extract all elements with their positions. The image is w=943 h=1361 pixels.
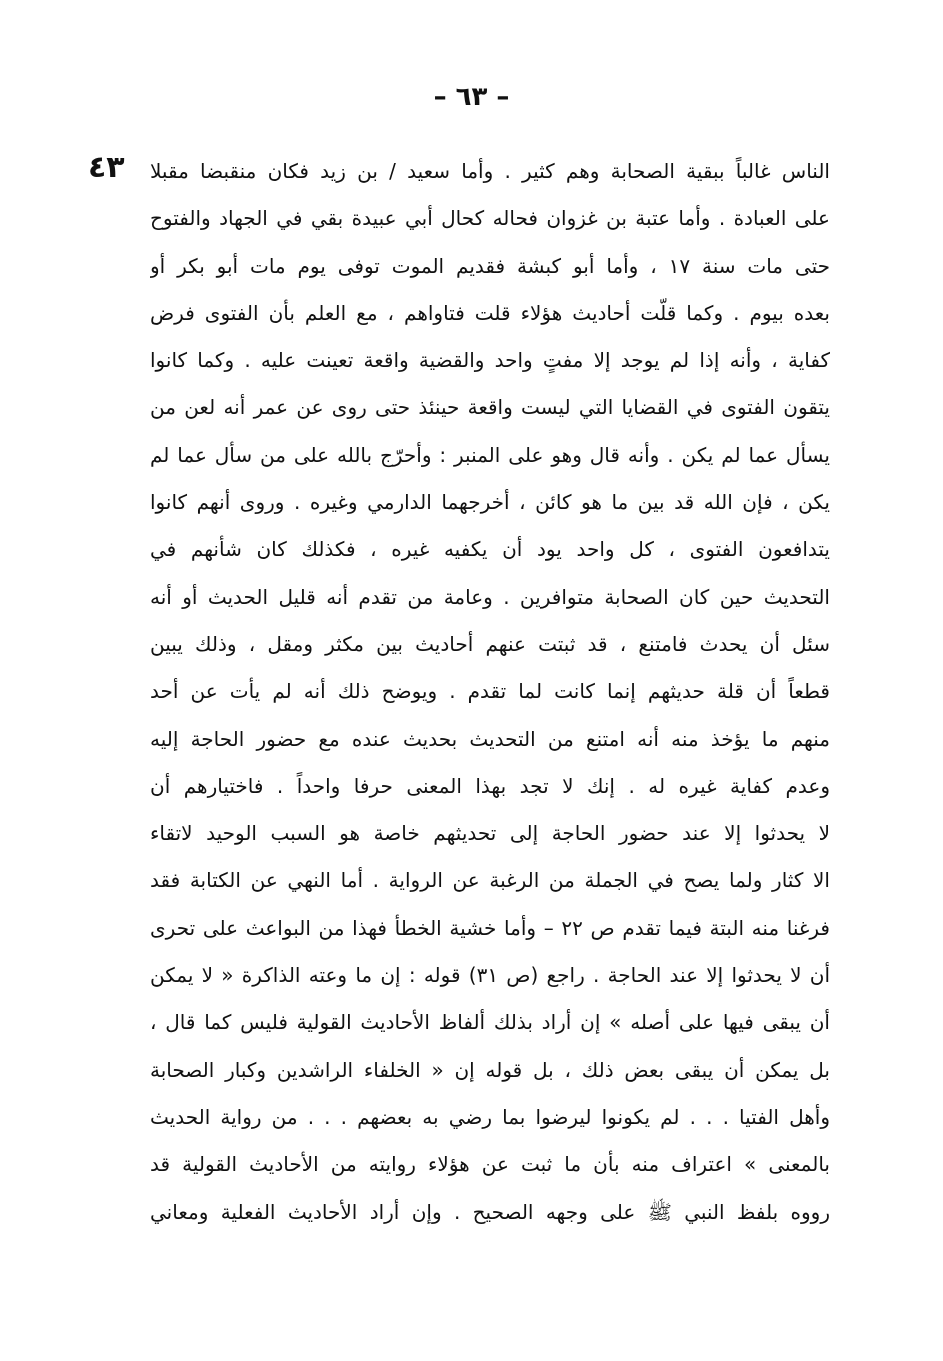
text-line: الا كثار ولما يصح في الجملة من الرغبة عن الرواية . أما النهي عن الكتابة فقد	[150, 868, 830, 893]
text-line: أن يبقى فيها على أصله » إن أراد بذلك ألفاظ الأحاديث القولية فليس كما قال ،	[150, 1010, 830, 1035]
text-line: الناس غالباً ببقية الصحابة وهم كثير . وأما سعيد / بن زيد فكان منقبضا مقبلا	[150, 159, 830, 183]
body-text	[150, 148, 830, 1236]
text-line: رووه بلفظ النبي ﷺ على وجهه الصحيح . وإن أراد الأحاديث الفعلية ومعاني	[150, 1199, 830, 1224]
text-line: يتقون الفتوى في القضايا التي ليست واقعة حينئذ حتى روى عن عمر أنه لعن من	[150, 395, 830, 420]
text-line: يتدافعون الفتوى ، كل واحد يود أن يكفيه غيره ، فكذلك كان شأنهم في	[150, 537, 830, 562]
page-number: – ٦٣ –	[433, 82, 510, 112]
text-line: كفاية ، وأنه إذا لم يوجد إلا مفتٍ واحد والقضية واقعة تعينت عليه . وكما كانوا	[150, 348, 830, 373]
text-line: قطعاً أن قلة حديثهم إنما كانت لما تقدم . ويوضح ذلك أنه لم يأت عن أحد	[150, 679, 830, 704]
text-line: فرغنا منه البتة فيما تقدم ص ٢٢ – وأما خشية الخطأ فهذا من البواعث على تحرى	[150, 915, 830, 940]
text-line: منهم ما يؤخذ منه أنه امتنع من التحديث بحديث عنده مع حضور الحاجة إليه	[150, 726, 830, 751]
text-line: حتى مات سنة ١٧ ، وأما أبو كبشة فقديم الموت توفى يوم مات أبو بكر أو	[150, 253, 830, 278]
text-line: وأهل الفتيا . . . لم يكونوا ليرضوا بما رضي به بعضهم . . . من رواية الحديث	[150, 1104, 830, 1129]
margin-page-reference: ٤٣	[88, 150, 125, 185]
text-line: التحديث حين كان الصحابة متوافرين . وعامة من تقدم أنه قليل الحديث أو أنه	[150, 584, 830, 609]
text-line: على العبادة . وأما عتبة بن غزوان فحاله كحال أبي عبيدة بقي في الجهاد والفتوح	[150, 206, 830, 231]
text-line: يكن ، فإن الله قد بين ما هو كائن ، أخرجهما الدارمي وغيره . وروى أنهم كانوا	[150, 490, 830, 515]
text-line: بعده بيوم . وكما قلّت أحاديث هؤلاء قلت فتاواهم ، مع العلم بأن الفتوى فرض	[150, 300, 830, 325]
text-line: بالمعنى » اعتراف منه بأن ما ثبت عن هؤلاء روايته من الأحاديث القولية قد	[150, 1152, 830, 1177]
text-line: سئل أن يحدث فامتنع ، قد ثبتت عنهم أحاديث بين مكثر ومقل ، وذلك يبين	[150, 631, 830, 656]
text-line: بل يمكن أن يبقى بعض ذلك ، بل قوله إن « الخلفاء الراشدين وكبار الصحابة	[150, 1057, 830, 1082]
text-line: لا يحدثوا إلا عند حضور الحاجة إلى تحديثهم خاصة هو السبب الوحيد لاتقاء	[150, 821, 830, 846]
text-line: يسأل عما لم يكن . وأنه قال وهو على المنبر : وأحرّج بالله على من سأل عما لم	[150, 442, 830, 467]
text-line: وعدم كفاية غيره له . إنك لا تجد بهذا المعنى حرفا واحداً . فاختيارهم أن	[150, 773, 830, 798]
text-line: أن لا يحدثوا إلا عند الحاجة . راجع (ص ٣١) قوله : إن ما وعته الذاكرة « لا يمكن	[150, 963, 830, 988]
